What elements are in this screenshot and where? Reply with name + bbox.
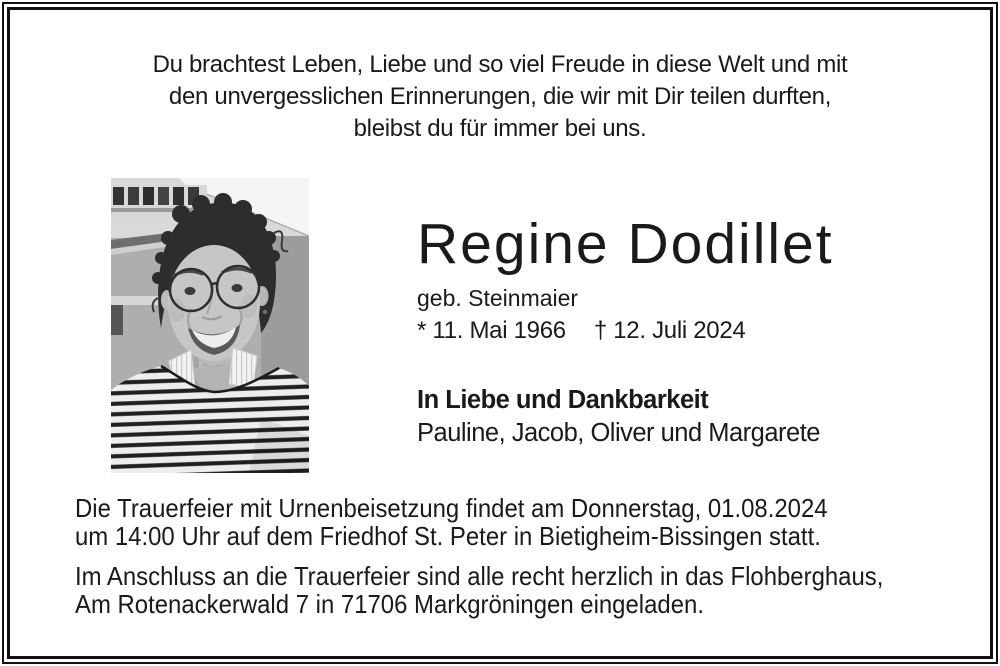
funeral-info-line-1: Die Trauerfeier mit Urnenbeisetzung findet am Donnerstag, 01.08.2024	[75, 493, 828, 523]
died-cross-symbol: †	[593, 317, 607, 344]
funeral-info-line-2: um 14:00 Uhr auf dem Friedhof St. Peter in Bietigheim-Bissingen statt.	[75, 521, 821, 551]
deceased-block	[417, 212, 834, 343]
reception-info	[75, 562, 883, 618]
earring	[263, 310, 267, 314]
birth-date-text: 11. Mai 1966	[432, 317, 566, 344]
deceased-name: Regine Dodillet	[417, 212, 834, 276]
birth-name: geb. Steinmaier	[417, 285, 579, 311]
family-block	[417, 385, 820, 448]
verse-line-2: den unvergesslichen Erinnerungen, die wir mit Dir teilen durften,	[168, 83, 832, 110]
funeral-info	[75, 494, 828, 550]
death-date	[594, 317, 746, 344]
family-names: Pauline, Jacob, Oliver und Margarete	[417, 419, 820, 447]
verse-line-1: Du brachtest Leben, Liebe und so viel Freude in diese Welt und mit	[152, 51, 848, 78]
family-heading: In Liebe und Dankbarkeit	[417, 386, 709, 414]
opening-verse	[0, 49, 1000, 145]
life-dates	[417, 318, 834, 343]
portrait-photo	[111, 178, 309, 473]
birth-date	[417, 317, 566, 344]
verse-line-3: bleibst du für immer bei uns.	[353, 115, 647, 142]
born-star-symbol: *	[417, 317, 427, 344]
death-date-text: 12. Juli 2024	[613, 317, 746, 344]
reception-info-line-2: Am Rotenackerwald 7 in 71706 Markgröningen eingeladen.	[75, 589, 704, 619]
reception-info-line-1: Im Anschluss an die Trauerfeier sind alle recht herzlich in das Flohberghaus,	[75, 561, 884, 591]
